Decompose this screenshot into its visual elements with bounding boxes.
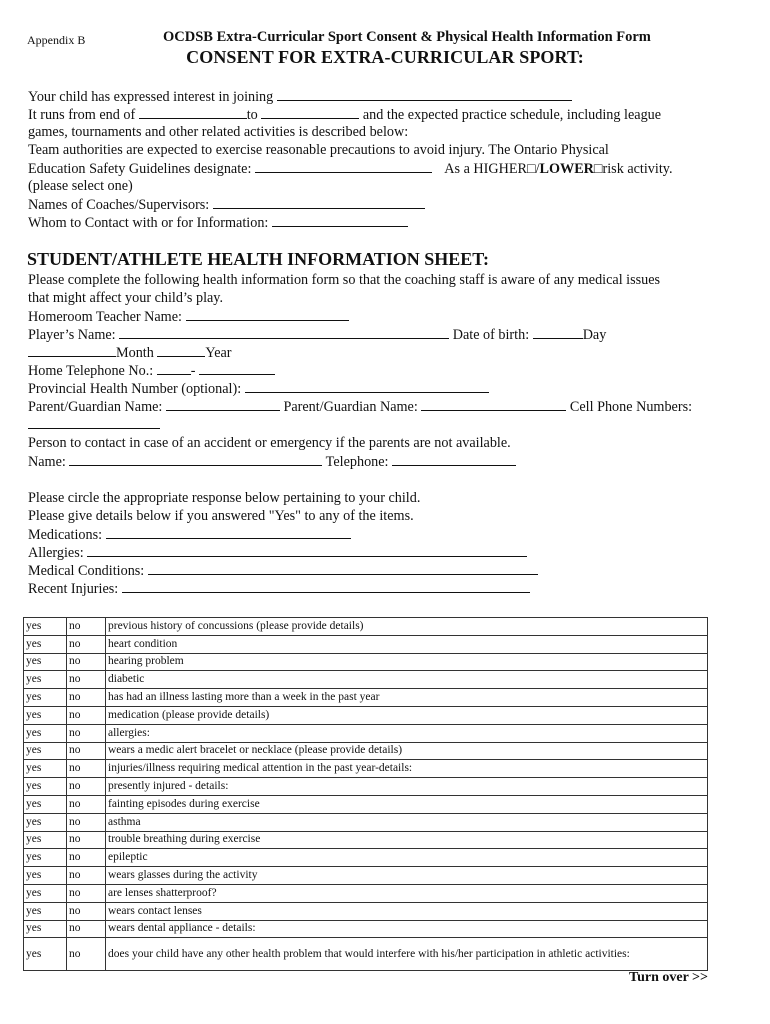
no-option[interactable]: no (67, 813, 106, 831)
team-authorities-text: Team authorities are expected to exercise reasonable precautions to avoid injury. The Ontario Physical (28, 142, 609, 158)
no-option[interactable]: no (67, 849, 106, 867)
yes-option[interactable]: yes (24, 618, 67, 636)
condition-description: has had an illness lasting more than a week in the past year (106, 689, 708, 707)
table-row (24, 689, 708, 707)
conditions-field[interactable] (148, 561, 538, 575)
yes-option[interactable]: yes (24, 778, 67, 796)
to-label: to (246, 107, 258, 123)
condition-description: wears contact lenses (106, 902, 708, 920)
table-row (24, 795, 708, 813)
player-line (28, 325, 606, 344)
homeroom-field[interactable] (186, 307, 349, 321)
table-row (24, 724, 708, 742)
cell-phone-field[interactable] (28, 415, 160, 429)
details-text: Please give details below if you answered "Yes" to any of the items. (28, 508, 414, 524)
lower-risk-option[interactable]: LOWER□ (539, 161, 603, 177)
no-option[interactable]: no (67, 724, 106, 742)
no-option[interactable]: no (67, 635, 106, 653)
emergency-line (28, 452, 516, 471)
table-row (24, 884, 708, 902)
emergency-name-field[interactable] (69, 452, 322, 466)
condition-description: injuries/illness requiring medical attention in the past year-details: (106, 760, 708, 778)
main-title: CONSENT FOR EXTRA-CURRICULAR SPORT: (186, 47, 584, 67)
yes-option[interactable]: yes (24, 706, 67, 724)
designate-field[interactable] (255, 159, 432, 173)
month-year-line (28, 343, 232, 362)
yes-option[interactable]: yes (24, 831, 67, 849)
dob-day-field[interactable] (533, 325, 583, 339)
no-option[interactable]: no (67, 653, 106, 671)
yes-option[interactable]: yes (24, 653, 67, 671)
sport-name-field[interactable] (277, 87, 572, 101)
home-phone-label: Home Telephone No.: (28, 363, 154, 379)
yes-option[interactable]: yes (24, 689, 67, 707)
condition-description: heart condition (106, 635, 708, 653)
table-row (24, 671, 708, 689)
homeroom-label: Homeroom Teacher Name: (28, 309, 182, 325)
no-option[interactable]: no (67, 689, 106, 707)
medications-label: Medications: (28, 527, 103, 543)
yes-option[interactable]: yes (24, 760, 67, 778)
appendix-label: Appendix B (27, 33, 86, 47)
yes-option[interactable]: yes (24, 920, 67, 938)
condition-description: epileptic (106, 849, 708, 867)
condition-description: allergies: (106, 724, 708, 742)
contact-field[interactable] (272, 213, 408, 227)
table-row (24, 813, 708, 831)
no-option[interactable]: no (67, 938, 106, 971)
condition-description: wears a medic alert bracelet or necklace (please provide details) (106, 742, 708, 760)
provincial-field[interactable] (245, 379, 489, 393)
no-option[interactable]: no (67, 706, 106, 724)
no-option[interactable]: no (67, 742, 106, 760)
cell-label: Cell Phone Numbers: (569, 399, 693, 415)
condition-description: wears dental appliance - details: (106, 920, 708, 938)
condition-description: trouble breathing during exercise (106, 831, 708, 849)
parents-line (28, 397, 692, 416)
no-option[interactable]: no (67, 760, 106, 778)
year-label: Year (205, 345, 232, 361)
provincial-line (28, 379, 489, 398)
form-title: OCDSB Extra-Curricular Sport Consent & Physical Health Information Form (163, 29, 651, 45)
injuries-label: Recent Injuries: (28, 581, 119, 597)
no-option[interactable]: no (67, 867, 106, 885)
no-option[interactable]: no (67, 920, 106, 938)
interest-label: Your child has expressed interest in joining (28, 89, 274, 105)
health-section-title: STUDENT/ATHLETE HEALTH INFORMATION SHEET: (27, 249, 489, 269)
yes-option[interactable]: yes (24, 884, 67, 902)
table-row (24, 653, 708, 671)
dob-month-field[interactable] (28, 343, 116, 357)
cell-line (28, 415, 160, 434)
interest-line (28, 87, 572, 106)
table-row (24, 778, 708, 796)
allergies-line (28, 543, 527, 562)
contact-line (28, 213, 408, 232)
player-label: Player’s Name: (28, 327, 116, 343)
home-phone-number-field[interactable] (199, 361, 275, 375)
provincial-label: Provincial Health Number (optional): (28, 381, 242, 397)
allergies-field[interactable] (87, 543, 527, 557)
designate-line (28, 159, 673, 178)
table-row (24, 760, 708, 778)
dob-label: Date of birth: (452, 327, 530, 343)
table-row (24, 938, 708, 971)
table-row (24, 706, 708, 724)
no-option[interactable]: no (67, 902, 106, 920)
no-option[interactable]: no (67, 884, 106, 902)
no-option[interactable]: no (67, 671, 106, 689)
yes-option[interactable]: yes (24, 867, 67, 885)
turn-over-note: Turn over >> (629, 970, 708, 985)
emergency-text: Person to contact in case of an accident or emergency if the parents are not available. (28, 435, 511, 451)
condition-description: diabetic (106, 671, 708, 689)
yes-option[interactable]: yes (24, 742, 67, 760)
circle-text: Please circle the appropriate response below pertaining to your child. (28, 490, 421, 506)
games-text: games, tournaments and other related activities is described below: (28, 124, 409, 140)
medications-line (28, 525, 351, 544)
designate-label: Education Safety Guidelines designate: (28, 161, 252, 177)
no-option[interactable]: no (67, 618, 106, 636)
emergency-name-label: Name: (28, 454, 66, 470)
condition-description: hearing problem (106, 653, 708, 671)
table-row (24, 867, 708, 885)
homeroom-line (28, 307, 349, 326)
health-intro-line1: Please complete the following health information form so that the coaching staff is aware of any medical issues (28, 272, 661, 288)
coaches-label: Names of Coaches/Supervisors: (28, 197, 210, 213)
no-option[interactable]: no (67, 778, 106, 796)
allergies-label: Allergies: (28, 545, 84, 561)
yes-option[interactable]: yes (24, 938, 67, 971)
table-row (24, 831, 708, 849)
table-row (24, 635, 708, 653)
table-row (24, 618, 708, 636)
parent2-field[interactable] (421, 397, 566, 411)
conditions-label: Medical Conditions: (28, 563, 145, 579)
month-label: Month (116, 345, 154, 361)
parent1-field[interactable] (166, 397, 280, 411)
yes-option[interactable]: yes (24, 795, 67, 813)
home-phone-area-field[interactable] (157, 361, 191, 375)
condition-description: does your child have any other health problem that would interfere with his/her participation in athletic activities: (106, 938, 708, 971)
yes-option[interactable]: yes (24, 849, 67, 867)
no-option[interactable]: no (67, 831, 106, 849)
yes-option[interactable]: yes (24, 671, 67, 689)
runs-from-label: It runs from end of (28, 107, 136, 123)
emergency-telephone-label: Telephone: (325, 454, 389, 470)
higher-risk-option[interactable]: As a HIGHER□/ (444, 161, 540, 177)
yes-option[interactable]: yes (24, 635, 67, 653)
condition-description: fainting episodes during exercise (106, 795, 708, 813)
contact-label: Whom to Contact with or for Information: (28, 215, 269, 231)
parent2-label: Parent/Guardian Name: (283, 399, 418, 415)
injuries-field[interactable] (122, 579, 530, 593)
yes-option[interactable]: yes (24, 902, 67, 920)
home-phone-line (28, 361, 275, 380)
parent1-label: Parent/Guardian Name: (28, 399, 163, 415)
yes-option[interactable]: yes (24, 724, 67, 742)
table-row (24, 920, 708, 938)
coaches-line (28, 195, 425, 214)
end-date-field[interactable] (261, 105, 359, 119)
condition-description: medication (please provide details) (106, 706, 708, 724)
yes-option[interactable]: yes (24, 813, 67, 831)
table-row (24, 902, 708, 920)
condition-description: presently injured - details: (106, 778, 708, 796)
day-label: Day (582, 327, 607, 343)
no-option[interactable]: no (67, 795, 106, 813)
condition-description: are lenses shatterproof? (106, 884, 708, 902)
dob-year-field[interactable] (157, 343, 205, 357)
coaches-field[interactable] (213, 195, 425, 209)
emergency-telephone-field[interactable] (392, 452, 516, 466)
table-row (24, 849, 708, 867)
conditions-line (28, 561, 538, 580)
start-date-field[interactable] (139, 105, 247, 119)
risk-activity-text: risk activity. (602, 161, 673, 177)
condition-description: previous history of concussions (please provide details) (106, 618, 708, 636)
phone-dash: - (190, 363, 196, 379)
condition-description: wears glasses during the activity (106, 867, 708, 885)
medications-field[interactable] (106, 525, 351, 539)
condition-description: asthma (106, 813, 708, 831)
runs-from-line (28, 105, 661, 124)
health-intro-line2: that might affect your child’s play. (28, 290, 224, 306)
schedule-text: and the expected practice schedule, including league (362, 107, 662, 123)
select-note: (please select one) (28, 178, 133, 194)
table-row (24, 742, 708, 760)
player-name-field[interactable] (119, 325, 449, 339)
health-checklist-table (23, 617, 708, 971)
injuries-line (28, 579, 530, 598)
